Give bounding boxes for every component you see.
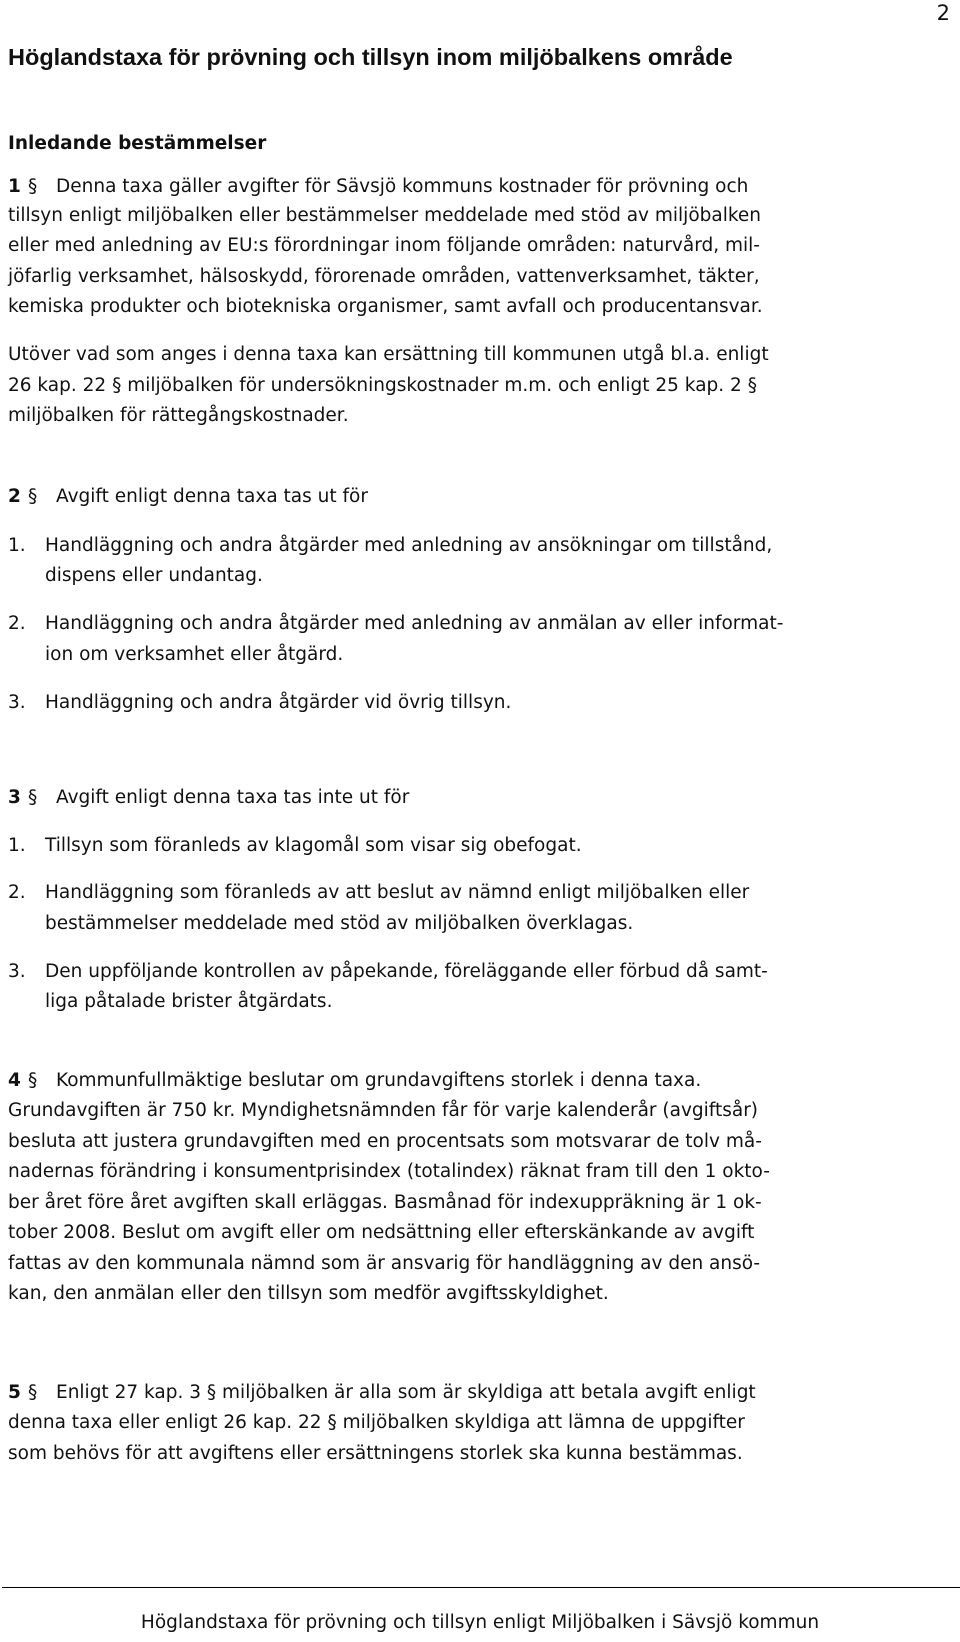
list-text: Handläggning och andra åtgärder med anledning av anmälan av eller informat- [45,613,784,634]
section-4-line-1 [8,1066,701,1097]
section-text: Enligt 27 kap. 3 [56,1382,201,1403]
section-text: miljöbalken skyldiga att lämna de uppgifter [342,1412,745,1433]
paragraph-sign: § [112,375,122,396]
list-number: 3. [8,961,26,982]
section-text: miljöbalken för undersökningskostnader m.m. och enligt 25 kap. 2 [127,375,742,396]
list-text: Den uppföljande kontrollen av påpekande, föreläggande eller förbud då samt- [45,961,768,982]
list-number: 1. [8,535,26,556]
list-item-continuation: dispens eller undantag. [45,565,263,586]
section-4-line-8: kan, den anmälan eller den tillsyn som medför avgiftsskyldighet. [8,1283,609,1304]
section-4-line-2: Grundavgiften är 750 kr. Myndighetsnämnden får för varje kalenderår (avgiftsår) [8,1100,759,1121]
list-item-continuation: liga påtalade brister åtgärdats. [45,991,333,1012]
section-text: miljöbalken är alla som är skyldiga att betala avgift enligt [222,1382,756,1403]
section-number: 4 [8,1070,21,1091]
section-1-line-3: eller med anledning av EU:s förordningar inom följande områden: naturvård, mil- [8,235,760,256]
section-number: 1 [8,176,21,197]
section-5-line-3: som behövs för att avgiftens eller ersättningens storlek ska kunna bestämmas. [8,1443,743,1464]
section-heading: Inledande bestämmelser [8,133,267,154]
list-number: 2. [8,882,26,903]
section-5-line-2 [8,1408,745,1439]
page-number: 2 [936,1,950,25]
section-4-line-6: tober 2008. Beslut om avgift eller om nedsättning eller efterskänkande av avgift [8,1222,755,1243]
list-item-continuation: ion om verksamhet eller åtgärd. [45,644,344,665]
section-text: Avgift enligt denna taxa tas inte ut för [56,787,410,808]
section-4-line-3: besluta att justera grundavgiften med en procentsats som motsvarar de tolv må- [8,1131,762,1152]
list-item [8,531,772,562]
section-5-line-1 [8,1378,756,1409]
section-2-heading [8,482,368,513]
paragraph-sign: § [747,375,757,396]
section-text: Denna taxa gäller avgifter för Sävsjö kommuns kostnader för prövning och [56,176,749,197]
paragraph-sign: § [28,1382,38,1403]
section-3-heading [8,783,409,814]
paragraph-sign: § [327,1412,337,1433]
list-item [8,609,783,640]
list-item [8,688,511,719]
section-number: 5 [8,1382,21,1403]
paragraph-sign: § [28,176,38,197]
section-1-line-2: tillsyn enligt miljöbalken eller bestämmelser meddelade med stöd av miljöbalken [8,205,762,226]
list-text: Handläggning och andra åtgärder vid övrig tillsyn. [45,692,512,713]
document-title: Höglandstaxa för prövning och tillsyn inom miljöbalkens område [8,44,733,70]
list-text: Handläggning och andra åtgärder med anledning av ansökningar om tillstånd, [45,535,773,556]
list-number: 2. [8,613,26,634]
list-item-continuation: bestämmelser meddelade med stöd av miljöbalken överklagas. [45,913,634,934]
section-4-line-5: ber året före året avgiften skall erläggas. Basmånad för indexuppräkning är 1 ok- [8,1192,762,1213]
section-1-line-1 [8,172,748,203]
section-text: denna taxa eller enligt 26 kap. 22 [8,1412,322,1433]
section-text: Avgift enligt denna taxa tas ut för [56,486,368,507]
list-text: Tillsyn som föranleds av klagomål som visar sig obefogat. [45,835,582,856]
footer-divider [2,1587,960,1588]
list-number: 3. [8,692,26,713]
section-1-line-4: jöfarlig verksamhet, hälsoskydd, förorenade områden, vattenverksamhet, täkter, [8,266,760,287]
section-1-p2-line-1: Utöver vad som anges i denna taxa kan ersättning till kommunen utgå bl.a. enligt [8,344,769,365]
paragraph-sign: § [28,1070,38,1091]
section-1-p2-line-3: miljöbalken för rättegångskostnader. [8,405,349,426]
paragraph-sign: § [28,787,38,808]
section-text: 26 kap. 22 [8,375,107,396]
list-item [8,957,768,988]
page-footer: Höglandstaxa för prövning och tillsyn enligt Miljöbalken i Sävsjö kommun [140,1612,820,1633]
section-number: 2 [8,486,21,507]
list-item [8,831,582,862]
section-4-line-7: fattas av den kommunala nämnd som är ansvarig för handläggning av den ansö- [8,1253,761,1274]
paragraph-sign: § [28,486,38,507]
list-item [8,878,749,909]
section-1-p2-line-2 [8,371,757,402]
section-number: 3 [8,787,21,808]
list-text: Handläggning som föranleds av att beslut av nämnd enligt miljöbalken eller [45,882,750,903]
section-text: Kommunfullmäktige beslutar om grundavgiftens storlek i denna taxa. [56,1070,702,1091]
list-number: 1. [8,835,26,856]
section-4-line-4: nadernas förändring i konsumentprisindex (totalindex) räknat fram till den 1 okto- [8,1161,770,1182]
section-1-line-5: kemiska produkter och biotekniska organismer, samt avfall och producentansvar. [8,296,763,317]
paragraph-sign: § [206,1382,217,1403]
